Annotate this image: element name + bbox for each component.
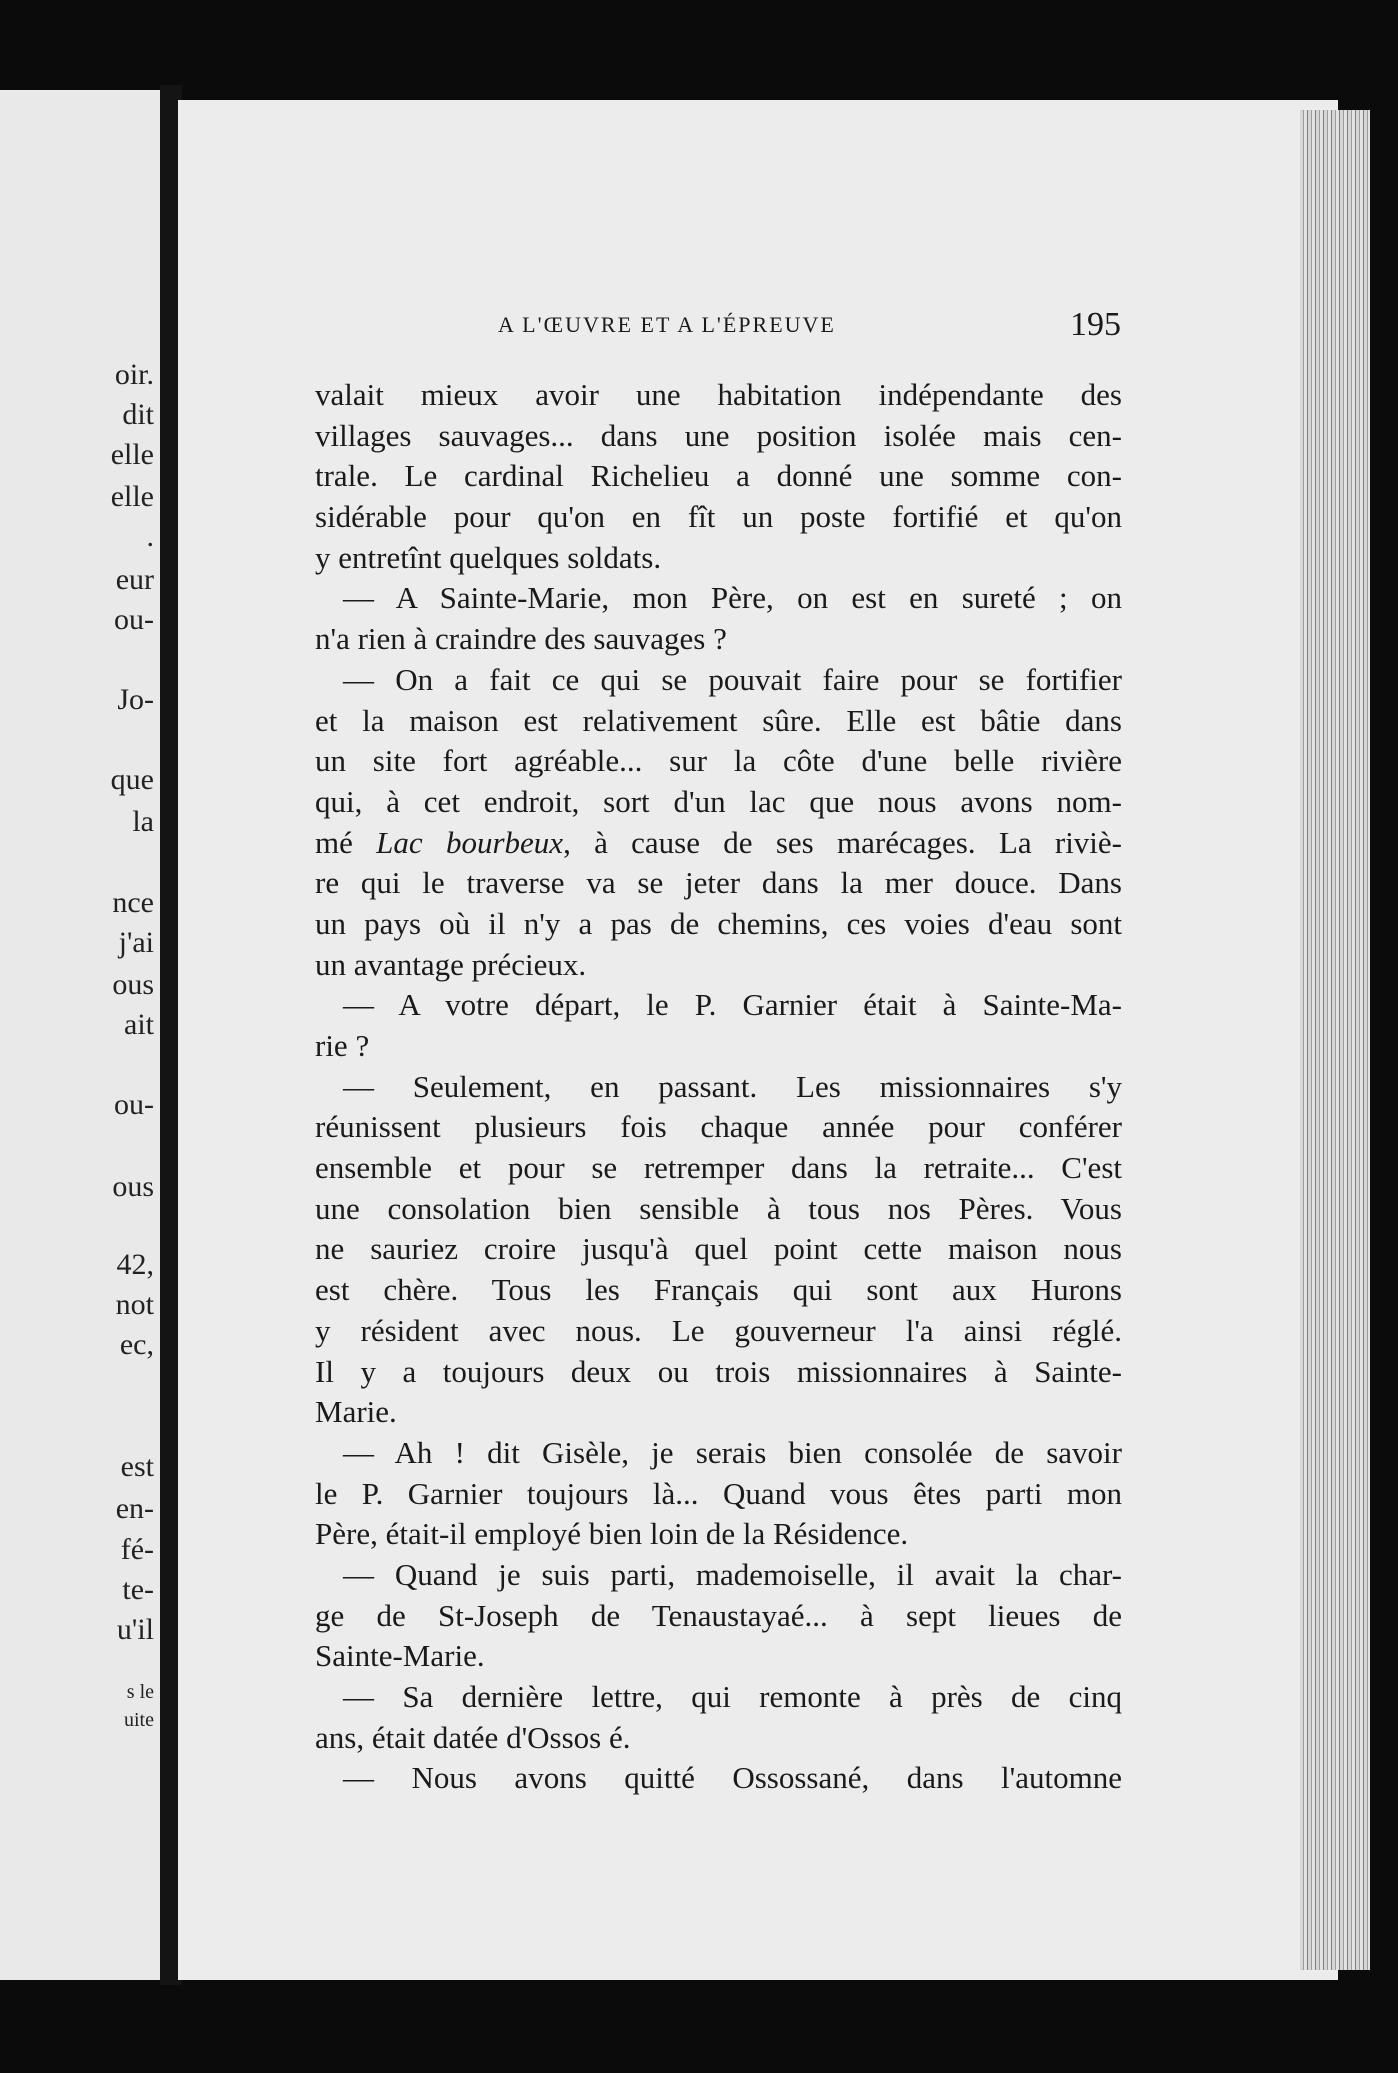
left-page-fragment: . [146,520,154,553]
left-page-fragment: oir. [114,358,154,391]
left-page [0,90,168,1980]
text-line: — Nous avons quitté Ossossané, dans l'automne [343,1760,1122,1796]
left-page-fragment: nce [112,886,154,919]
left-page-fragment: eur [115,563,154,596]
text-line: valait mieux avoir une habitation indépendante des [315,377,1122,412]
text-line: — Ah ! dit Gisèle, je serais bien consolée de savoir [343,1434,1122,1470]
left-page-fragment: not [115,1288,154,1321]
text-line [315,823,1122,864]
text-line: — On a fait ce qui se pouvait faire pour se fortifier [343,661,1122,697]
text-line: un avantage précieux. [315,946,587,982]
left-page-fragment: ou- [114,1088,154,1121]
text-line: — A votre départ, le P. Garnier était à Sainte-Ma- [343,987,1122,1023]
text-line: trale. Le cardinal Richelieu a donné une somme con- [315,458,1122,494]
running-head: A L'ŒUVRE ET A L'ÉPREUVE [498,312,836,337]
left-page-fragment: que [110,763,154,796]
text-line: re qui le traverse va se jeter dans la mer douce. Dans [315,865,1122,901]
text-run: mé [315,824,377,860]
left-page-fragment: dit [122,398,154,431]
left-page-fragment: Jo- [117,683,154,716]
text-line: qui, à cet endroit, sort d'un lac que nous avons nom- [315,783,1122,819]
text-line: ne sauriez croire jusqu'à quel point cette maison nous [315,1231,1122,1267]
left-page-fragment: te- [122,1573,154,1606]
page-number: 195 [1070,306,1121,343]
left-page-fragment: en- [115,1492,154,1525]
text-line: rie ? [315,1028,370,1063]
left-page-fragment: ous [112,1170,154,1203]
text-run: , à cause de ses marécages. La riviè- [563,824,1122,860]
left-page-fragment: 42, [116,1248,154,1281]
text-line: réunissent plusieurs fois chaque année pour conférer [315,1109,1122,1145]
text-line: — Quand je suis parti, mademoiselle, il avait la char- [343,1556,1122,1592]
left-page-fragment: ec, [119,1328,154,1361]
text-line: y résident avec nous. Le gouverneur l'a ainsi réglé. [315,1312,1122,1348]
text-line: ge de St-Joseph de Tenaustayaé... à sept lieues de [315,1597,1122,1633]
text-line: un pays où il n'y a pas de chemins, ces voies d'eau sont [315,905,1122,941]
text-line: y entretînt quelques soldats. [315,539,662,575]
left-page-fragment: uite [124,1709,154,1731]
left-page-fragment: elle [110,438,154,471]
italic-text: Lac bourbeux [376,824,564,860]
left-page-fragment: fé- [120,1533,154,1566]
left-page-fragment: ait [124,1008,154,1041]
text-line: Père, était-il employé bien loin de la Résidence. [315,1516,909,1552]
page-edges [1300,110,1370,1970]
left-page-fragment: elle [110,480,154,513]
text-line: villages sauvages... dans une position isolée mais cen- [315,417,1122,453]
text-line: le P. Garnier toujours là... Quand vous êtes parti mon [315,1475,1122,1511]
text-line: Sainte-Marie. [315,1638,485,1674]
text-line: une consolation bien sensible à tous nos Pères. Vous [315,1190,1122,1226]
text-line: ensemble et pour se retremper dans la retraite... C'est [315,1150,1122,1186]
left-page-fragment: j'ai [118,926,154,959]
left-page-fragment: ou- [114,603,154,636]
text-line: Il y a toujours deux ou trois missionnaires à Sainte- [315,1353,1122,1389]
left-page-fragment: u'il [116,1613,154,1646]
text-line: n'a rien à craindre des sauvages ? [315,621,727,657]
text-line: un site fort agréable... sur la côte d'une belle rivière [315,743,1122,779]
text-line: — Sa dernière lettre, qui remonte à près de cinq [343,1679,1122,1714]
text-line: est chère. Tous les Français qui sont aux Hurons [315,1272,1122,1308]
left-page-fragment: ous [112,968,154,1001]
left-page-fragment: la [132,805,154,838]
text-line: ans, était datée d'Ossos é. [315,1719,631,1755]
text-line: — Seulement, en passant. Les missionnaires s'y [343,1068,1122,1104]
text-line: sidérable pour qu'on en fît un poste fortifié et qu'on [315,499,1122,535]
left-page-fragment: est [120,1450,154,1483]
text-line: Marie. [315,1394,397,1430]
body-text [315,375,1122,1799]
text-line: — A Sainte-Marie, mon Père, on est en sureté ; on [343,580,1122,616]
left-page-fragment: s le [126,1681,154,1703]
text-line: et la maison est relativement sûre. Elle est bâtie dans [315,702,1122,738]
